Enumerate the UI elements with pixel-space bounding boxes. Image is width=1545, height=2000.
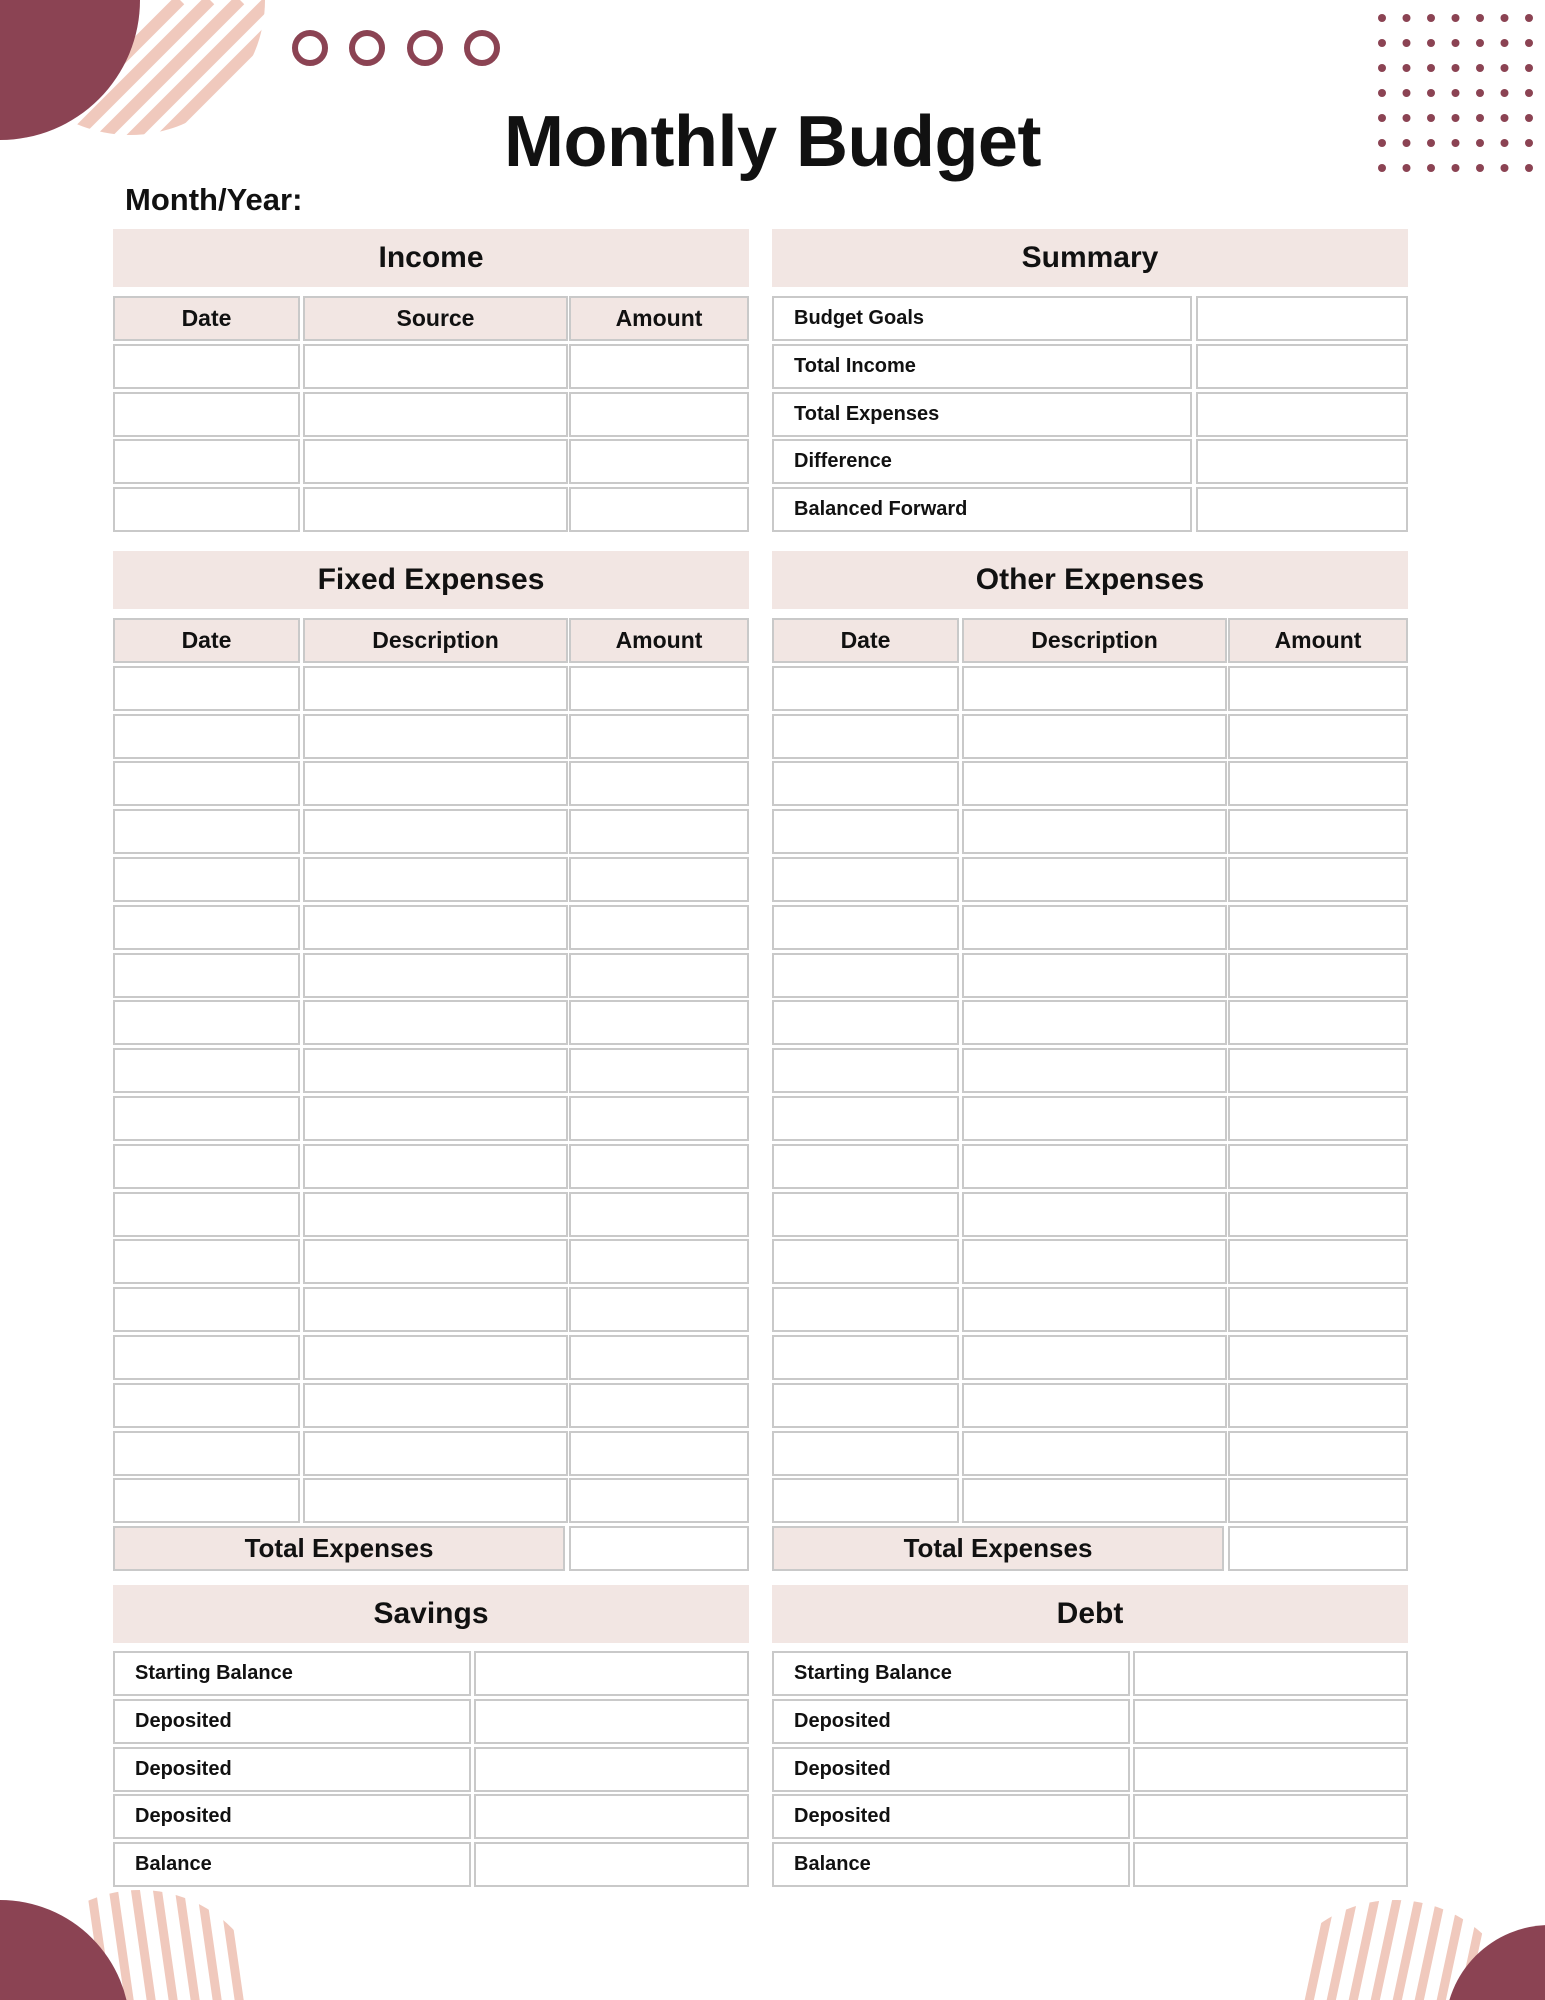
fixed_expenses-cell[interactable]	[113, 666, 300, 711]
debt-item-label: Deposited	[772, 1794, 1130, 1839]
other_expenses-cell[interactable]	[962, 1287, 1227, 1332]
income-cell[interactable]	[569, 344, 749, 389]
other_expenses-header: Other Expenses	[772, 551, 1408, 609]
debt-item-value[interactable]	[1133, 1651, 1408, 1696]
other_expenses-cell[interactable]	[772, 1335, 959, 1380]
other_expenses-cell[interactable]	[962, 809, 1227, 854]
other_expenses-cell[interactable]	[1228, 666, 1408, 711]
other_expenses-cell[interactable]	[772, 1431, 959, 1476]
other_expenses-cell[interactable]	[772, 953, 959, 998]
debt-item-label: Deposited	[772, 1747, 1130, 1792]
income-cell[interactable]	[303, 392, 568, 437]
fixed_expenses-cell[interactable]	[113, 1383, 300, 1428]
other_expenses-cell[interactable]	[962, 905, 1227, 950]
fixed_expenses-cell[interactable]	[569, 1096, 749, 1141]
fixed_expenses-cell[interactable]	[569, 953, 749, 998]
summary-item-value[interactable]	[1196, 439, 1408, 484]
bottom-left-decoration	[0, 1880, 260, 2000]
fixed_expenses-cell[interactable]	[303, 1000, 568, 1045]
other_expenses-cell[interactable]	[1228, 857, 1408, 902]
fixed_expenses-cell[interactable]	[113, 1335, 300, 1380]
fixed_expenses-header: Fixed Expenses	[113, 551, 749, 609]
other_expenses-cell[interactable]	[1228, 1048, 1408, 1093]
other_expenses-cell[interactable]	[962, 953, 1227, 998]
summary-header: Summary	[772, 229, 1408, 287]
other_expenses-cell[interactable]	[772, 1048, 959, 1093]
summary-item-value[interactable]	[1196, 344, 1408, 389]
other_expenses-cell[interactable]	[772, 1144, 959, 1189]
income-cell[interactable]	[303, 439, 568, 484]
fixed_expenses-cell[interactable]	[303, 1335, 568, 1380]
other_expenses-cell[interactable]	[1228, 1335, 1408, 1380]
savings-item-label: Balance	[113, 1842, 471, 1887]
other_expenses-cell[interactable]	[772, 1192, 959, 1237]
summary-item-label: Total Expenses	[772, 392, 1192, 437]
fixed_expenses-cell[interactable]	[569, 1000, 749, 1045]
fixed_expenses-cell[interactable]	[113, 761, 300, 806]
savings-item-label: Deposited	[113, 1794, 471, 1839]
fixed_expenses-cell[interactable]	[303, 1287, 568, 1332]
fixed_expenses-cell[interactable]	[569, 1478, 749, 1523]
fixed_expenses-cell[interactable]	[303, 1478, 568, 1523]
income-cell[interactable]	[113, 344, 300, 389]
fixed_expenses-cell[interactable]	[113, 905, 300, 950]
fixed_expenses-cell[interactable]	[569, 1287, 749, 1332]
fixed_expenses-cell[interactable]	[569, 761, 749, 806]
other_expenses-cell[interactable]	[772, 809, 959, 854]
savings-item-value[interactable]	[474, 1747, 749, 1792]
month-year-label: Month/Year:	[125, 182, 303, 217]
other_expenses-cell[interactable]	[1228, 809, 1408, 854]
other_expenses-cell[interactable]	[772, 714, 959, 759]
other_expenses-cell[interactable]	[962, 1383, 1227, 1428]
income-cell[interactable]	[303, 487, 568, 532]
summary-item-value[interactable]	[1196, 392, 1408, 437]
other_expenses-cell[interactable]	[1228, 1144, 1408, 1189]
fixed_expenses-total-label: Total Expenses	[113, 1526, 565, 1571]
income-cell[interactable]	[569, 487, 749, 532]
fixed_expenses-cell[interactable]	[303, 1383, 568, 1428]
fixed_expenses-cell[interactable]	[569, 1239, 749, 1284]
fixed_expenses-cell[interactable]	[113, 714, 300, 759]
debt-item-value[interactable]	[1133, 1794, 1408, 1839]
other_expenses-cell[interactable]	[772, 857, 959, 902]
other_expenses-cell[interactable]	[1228, 953, 1408, 998]
fixed_expenses-cell[interactable]	[303, 761, 568, 806]
other_expenses-cell[interactable]	[1228, 1383, 1408, 1428]
fixed_expenses-cell[interactable]	[113, 1287, 300, 1332]
other_expenses-cell[interactable]	[1228, 1192, 1408, 1237]
fixed_expenses-cell[interactable]	[113, 857, 300, 902]
savings-item-value[interactable]	[474, 1651, 749, 1696]
summary-item-value[interactable]	[1196, 296, 1408, 341]
fixed_expenses-cell[interactable]	[303, 1239, 568, 1284]
debt-item-value[interactable]	[1133, 1699, 1408, 1744]
fixed_expenses-cell[interactable]	[113, 1431, 300, 1476]
fixed_expenses-cell[interactable]	[569, 1383, 749, 1428]
fixed_expenses-cell[interactable]	[569, 809, 749, 854]
other_expenses-col-header: Date	[772, 618, 959, 663]
fixed_expenses-cell[interactable]	[303, 1048, 568, 1093]
fixed_expenses-cell[interactable]	[113, 953, 300, 998]
other_expenses-cell[interactable]	[962, 714, 1227, 759]
income-col-header: Source	[303, 296, 568, 341]
savings-item-value[interactable]	[474, 1699, 749, 1744]
other_expenses-cell[interactable]	[772, 1239, 959, 1284]
other_expenses-cell[interactable]	[962, 1239, 1227, 1284]
fixed_expenses-cell[interactable]	[113, 1048, 300, 1093]
savings-item-value[interactable]	[474, 1794, 749, 1839]
fixed_expenses-cell[interactable]	[113, 809, 300, 854]
income-header: Income	[113, 229, 749, 287]
income-cell[interactable]	[113, 439, 300, 484]
fixed_expenses-cell[interactable]	[303, 809, 568, 854]
income-col-header: Amount	[569, 296, 749, 341]
other_expenses-cell[interactable]	[772, 1000, 959, 1045]
page-title: Monthly Budget	[504, 102, 1041, 182]
fixed_expenses-cell[interactable]	[569, 857, 749, 902]
debt-item-label: Starting Balance	[772, 1651, 1130, 1696]
other_expenses-cell[interactable]	[1228, 1096, 1408, 1141]
other_expenses-cell[interactable]	[772, 1096, 959, 1141]
other_expenses-cell[interactable]	[1228, 1478, 1408, 1523]
other_expenses-cell[interactable]	[772, 905, 959, 950]
savings-item-value[interactable]	[474, 1842, 749, 1887]
debt-item-value[interactable]	[1133, 1842, 1408, 1887]
other_expenses-cell[interactable]	[772, 1287, 959, 1332]
fixed_expenses-cell[interactable]	[569, 1192, 749, 1237]
fixed_expenses-cell[interactable]	[303, 905, 568, 950]
savings-item-label: Deposited	[113, 1699, 471, 1744]
fixed_expenses-cell[interactable]	[303, 1431, 568, 1476]
other_expenses-cell[interactable]	[962, 857, 1227, 902]
fixed_expenses-cell[interactable]	[569, 1431, 749, 1476]
fixed_expenses-cell[interactable]	[113, 1239, 300, 1284]
fixed_expenses-total-value[interactable]	[569, 1526, 749, 1571]
fixed_expenses-cell[interactable]	[303, 953, 568, 998]
ring-dots-decoration	[288, 26, 508, 70]
income-cell[interactable]	[569, 392, 749, 437]
fixed_expenses-cell[interactable]	[303, 857, 568, 902]
other_expenses-cell[interactable]	[772, 761, 959, 806]
debt-item-value[interactable]	[1133, 1747, 1408, 1792]
other_expenses-col-header: Description	[962, 618, 1227, 663]
other_expenses-total-value[interactable]	[1228, 1526, 1408, 1571]
fixed_expenses-cell[interactable]	[113, 1144, 300, 1189]
bottom-right-decoration	[1285, 1880, 1545, 2000]
other_expenses-cell[interactable]	[1228, 1287, 1408, 1332]
fixed_expenses-cell[interactable]	[113, 1478, 300, 1523]
fixed_expenses-cell[interactable]	[569, 1335, 749, 1380]
other_expenses-cell[interactable]	[962, 666, 1227, 711]
other_expenses-cell[interactable]	[772, 666, 959, 711]
fixed_expenses-cell[interactable]	[569, 905, 749, 950]
summary-item-label: Total Income	[772, 344, 1192, 389]
savings-item-label: Deposited	[113, 1747, 471, 1792]
savings-header: Savings	[113, 1585, 749, 1643]
other_expenses-cell[interactable]	[962, 761, 1227, 806]
other_expenses-cell[interactable]	[962, 1478, 1227, 1523]
fixed_expenses-cell[interactable]	[303, 714, 568, 759]
other_expenses-cell[interactable]	[1228, 1239, 1408, 1284]
income-cell[interactable]	[303, 344, 568, 389]
summary-item-label: Balanced Forward	[772, 487, 1192, 532]
debt-item-label: Balance	[772, 1842, 1130, 1887]
fixed_expenses-col-header: Date	[113, 618, 300, 663]
debt-header: Debt	[772, 1585, 1408, 1643]
summary-item-label: Budget Goals	[772, 296, 1192, 341]
income-cell[interactable]	[113, 487, 300, 532]
other_expenses-cell[interactable]	[962, 1192, 1227, 1237]
other_expenses-col-header: Amount	[1228, 618, 1408, 663]
debt-item-label: Deposited	[772, 1699, 1130, 1744]
fixed_expenses-cell[interactable]	[569, 1144, 749, 1189]
summary-item-label: Difference	[772, 439, 1192, 484]
fixed_expenses-cell[interactable]	[113, 1096, 300, 1141]
fixed_expenses-cell[interactable]	[113, 1192, 300, 1237]
other_expenses-total-label: Total Expenses	[772, 1526, 1224, 1571]
summary-item-value[interactable]	[1196, 487, 1408, 532]
other_expenses-cell[interactable]	[962, 1096, 1227, 1141]
other_expenses-cell[interactable]	[1228, 1431, 1408, 1476]
other_expenses-cell[interactable]	[962, 1335, 1227, 1380]
fixed_expenses-cell[interactable]	[113, 1000, 300, 1045]
other_expenses-cell[interactable]	[1228, 905, 1408, 950]
fixed_expenses-cell[interactable]	[303, 1144, 568, 1189]
other_expenses-cell[interactable]	[962, 1431, 1227, 1476]
other_expenses-cell[interactable]	[1228, 714, 1408, 759]
other_expenses-cell[interactable]	[962, 1048, 1227, 1093]
other_expenses-cell[interactable]	[962, 1000, 1227, 1045]
income-col-header: Date	[113, 296, 300, 341]
fixed_expenses-cell[interactable]	[569, 666, 749, 711]
other_expenses-cell[interactable]	[772, 1383, 959, 1428]
fixed_expenses-col-header: Amount	[569, 618, 749, 663]
fixed_expenses-cell[interactable]	[569, 1048, 749, 1093]
fixed_expenses-cell[interactable]	[303, 666, 568, 711]
savings-item-label: Starting Balance	[113, 1651, 471, 1696]
other_expenses-cell[interactable]	[772, 1478, 959, 1523]
other_expenses-cell[interactable]	[1228, 761, 1408, 806]
fixed_expenses-cell[interactable]	[303, 1096, 568, 1141]
income-cell[interactable]	[569, 439, 749, 484]
fixed_expenses-cell[interactable]	[569, 714, 749, 759]
other_expenses-cell[interactable]	[962, 1144, 1227, 1189]
fixed_expenses-cell[interactable]	[303, 1192, 568, 1237]
fixed_expenses-col-header: Description	[303, 618, 568, 663]
other_expenses-cell[interactable]	[1228, 1000, 1408, 1045]
income-cell[interactable]	[113, 392, 300, 437]
